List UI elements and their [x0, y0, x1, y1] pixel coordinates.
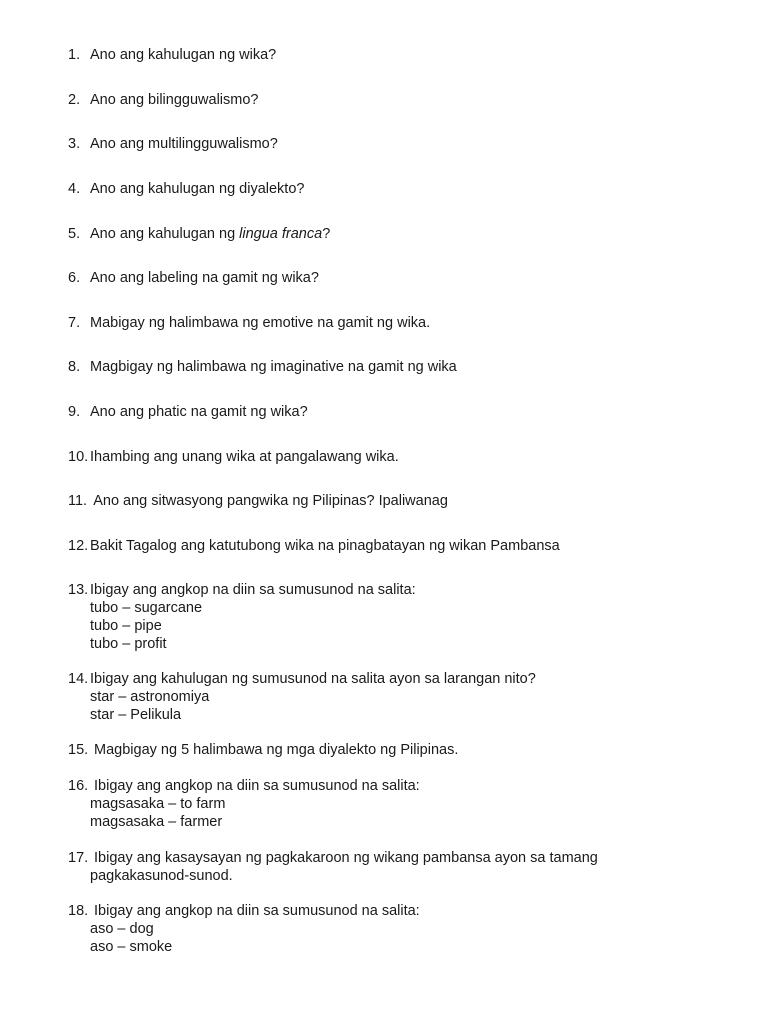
sub-item: tubo – pipe — [90, 618, 162, 634]
question-text: Ano ang bilingguwalismo? — [90, 92, 259, 108]
question-number: 5. — [68, 226, 81, 242]
question-text: Ano ang phatic na gamit ng wika? — [90, 404, 308, 420]
question-2 — [68, 91, 708, 109]
question-text: Mabigay ng halimbawa ng emotive na gamit ng wika. — [90, 315, 431, 331]
question-text: Bakit Tagalog ang katutubong wika na pinagbatayan ng wikan Pambansa — [90, 538, 560, 554]
sub-item: tubo – sugarcane — [90, 600, 203, 616]
question-text: Ano ang kahulugan ng diyalekto? — [90, 181, 305, 197]
question-number: 8. — [68, 359, 81, 375]
question-text: Ibigay ang angkop na diin sa sumusunod na salita: — [90, 778, 420, 794]
question-number: 9. — [68, 404, 81, 420]
question-10 — [68, 448, 708, 466]
question-number: 7. — [68, 315, 81, 331]
question-5 — [68, 225, 708, 243]
question-text: Ibigay ang kasaysayan ng pagkakaroon ng wikang pambansa ayon sa tamang — [90, 850, 598, 866]
question-12 — [68, 537, 708, 555]
question-text: Ibigay ang angkop na diin sa sumusunod na salita: — [90, 582, 416, 598]
question-8 — [68, 358, 708, 376]
question-13 — [68, 581, 708, 653]
question-number: 15. — [68, 742, 89, 758]
question-number: 2. — [68, 92, 81, 108]
question-number: 1. — [68, 47, 81, 63]
question-number: 14. — [68, 671, 89, 687]
question-text: Magbigay ng halimbawa ng imaginative na gamit ng wika — [90, 359, 457, 375]
question-text: Ano ang sitwasyong pangwika ng Pilipinas? Ipaliwanag — [90, 493, 448, 509]
question-text: Ano ang multilingguwalismo? — [90, 136, 278, 152]
question-number: 16. — [68, 778, 89, 794]
question-6 — [68, 269, 708, 287]
question-number: 11. — [68, 493, 88, 509]
question-number: 3. — [68, 136, 81, 152]
question-11 — [68, 492, 708, 510]
question-text: Ibigay ang kahulugan ng sumusunod na salita ayon sa larangan nito? — [90, 671, 536, 687]
sub-item: magsasaka – to farm — [90, 796, 226, 812]
sub-item: aso – dog — [90, 921, 154, 937]
question-16 — [68, 777, 708, 831]
sub-item: magsasaka – farmer — [90, 814, 223, 830]
question-number: 4. — [68, 181, 81, 197]
question-text: Ano ang labeling na gamit ng wika? — [90, 270, 319, 286]
question-number: 17. — [68, 850, 89, 866]
question-text-continuation: pagkakasunod-sunod. — [90, 868, 233, 884]
question-text: Ibigay ang angkop na diin sa sumusunod na salita: — [90, 903, 420, 919]
question-number: 18. — [68, 903, 89, 919]
question-number: 12. — [68, 538, 89, 554]
question-number: 13. — [68, 582, 89, 598]
sub-item: star – Pelikula — [90, 707, 182, 723]
question-1 — [68, 46, 708, 64]
sub-item: star – astronomiya — [90, 689, 210, 705]
question-3 — [68, 135, 708, 153]
question-14 — [68, 670, 708, 724]
question-7 — [68, 314, 708, 332]
question-text: Ihambing ang unang wika at pangalawang wika. — [90, 449, 399, 465]
question-text: Ano ang kahulugan ng wika? — [90, 47, 277, 63]
question-17 — [68, 849, 708, 885]
question-text-italic: lingua franca — [239, 226, 323, 242]
question-15 — [68, 741, 708, 759]
question-4 — [68, 180, 708, 198]
sub-item: aso – smoke — [90, 939, 173, 955]
question-number: 10. — [68, 449, 89, 465]
sub-item: tubo – profit — [90, 636, 167, 652]
question-text: Magbigay ng 5 halimbawa ng mga diyalekto ng Pilipinas. — [90, 742, 459, 758]
question-9 — [68, 403, 708, 421]
question-text-end: ? — [322, 226, 331, 242]
question-number: 6. — [68, 270, 81, 286]
question-text: Ano ang kahulugan ng — [90, 226, 240, 242]
question-18 — [68, 902, 708, 956]
